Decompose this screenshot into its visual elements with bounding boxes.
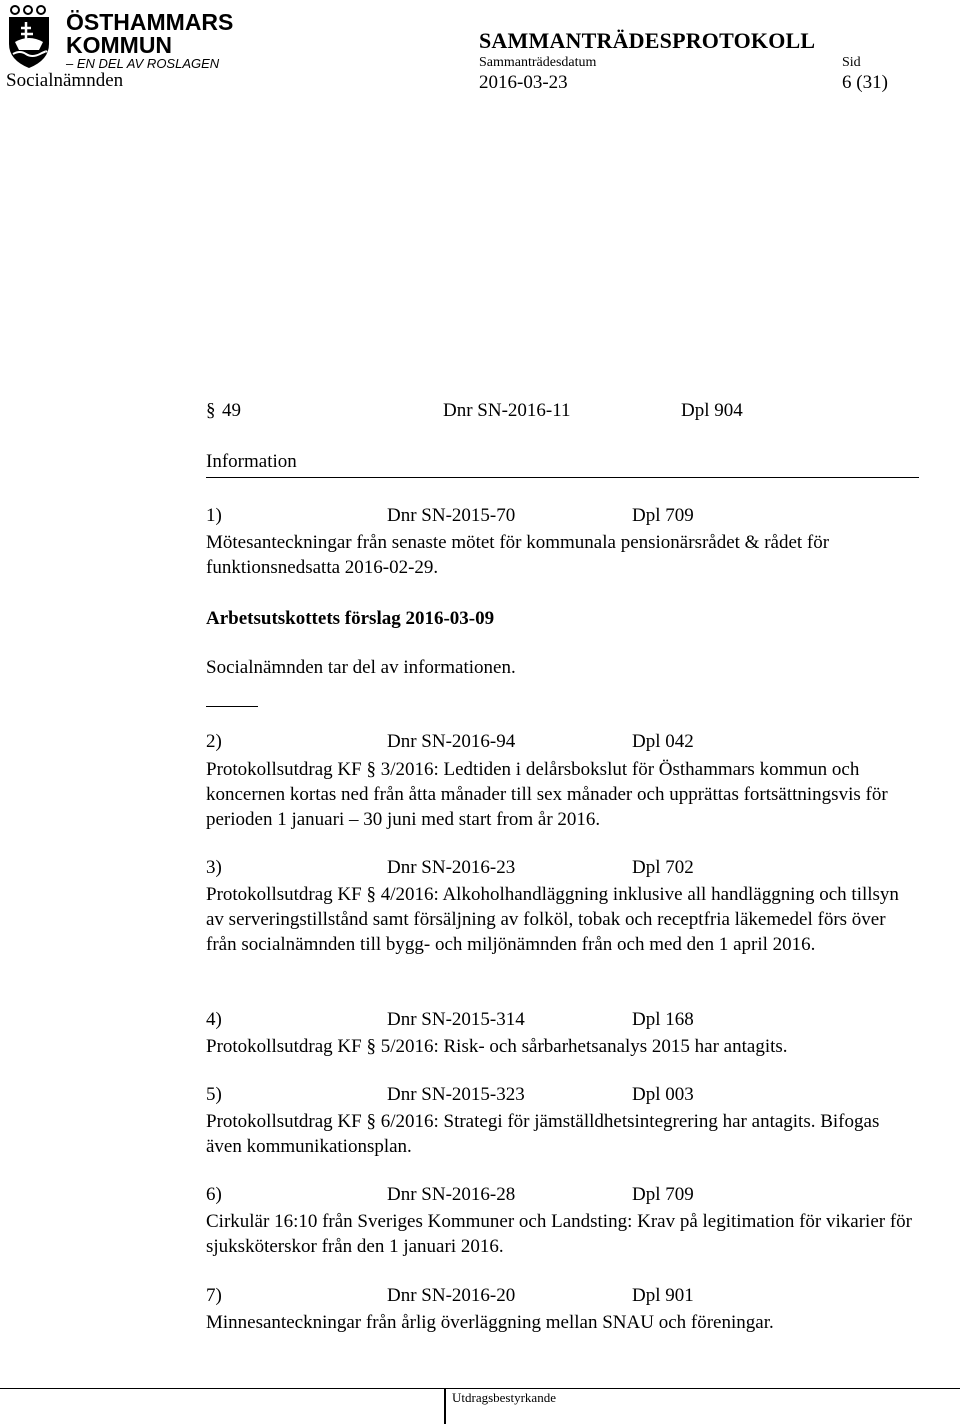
section-dpl: Dpl 904: [681, 400, 743, 421]
item-dnr: Dnr SN-2015-314: [387, 1009, 525, 1030]
footer-divider: [0, 1388, 960, 1389]
crown-icon: [11, 6, 45, 14]
item-number: 1): [206, 505, 222, 526]
item-dnr: Dnr SN-2016-28: [387, 1184, 516, 1205]
item-text: Protokollsutdrag KF § 6/2016: Strategi för jämställdhetsintegrering har antagits. Bifogas även kommunikationsplan.: [206, 1111, 880, 1157]
page-number: 6 (31): [842, 72, 888, 93]
svg-text:ÖSTHAMMARS: ÖSTHAMMARS: [66, 9, 234, 35]
item-number: 5): [206, 1084, 222, 1105]
certification-label: Utdragsbestyrkande: [452, 1390, 556, 1405]
item-text: Protokollsutdrag KF § 5/2016: Risk- och sårbarhetsanalys 2015 har antagits.: [206, 1036, 788, 1057]
item-dpl: Dpl 709: [632, 1184, 694, 1205]
item-number: 7): [206, 1285, 222, 1306]
item-text: Protokollsutdrag KF § 3/2016: Ledtiden i delårsbokslut för Östhammars kommun och koncernen kortas ned från åtta månader till sex månader och upprättas fortsättningsvis för perioden 1 januari – 30 juni med start from år 2016.: [206, 759, 888, 830]
svg-text:– EN DEL AV ROSLAGEN: – EN DEL AV ROSLAGEN: [66, 56, 220, 71]
item-text: Cirkulär 16:10 från Sveriges Kommuner och Landsting: Krav på legitimation för vikarier för sjuksköterskor från den 1 januari 2016.: [206, 1211, 912, 1257]
department-name: Socialnämnden: [6, 70, 124, 91]
paragraph-mark: §: [206, 400, 216, 421]
item-text: Minnesanteckningar från årlig överläggning mellan SNAU och föreningar.: [206, 1312, 774, 1333]
footer-separator: [444, 1388, 446, 1424]
item-dnr: Dnr SN-2016-23: [387, 857, 516, 878]
svg-text:KOMMUN: KOMMUN: [66, 32, 173, 58]
item-dpl: Dpl 709: [632, 505, 694, 526]
item-text: Mötesanteckningar från senaste mötet för kommunala pensionärsrådet & rådet för funktionsnedsatta 2016-02-29.: [206, 532, 830, 578]
item-number: 4): [206, 1009, 222, 1030]
meeting-date: 2016-03-23: [479, 72, 568, 93]
item-dnr: Dnr SN-2016-20: [387, 1285, 516, 1306]
item-dnr: Dnr SN-2016-94: [387, 731, 516, 752]
section-number: 49: [222, 400, 241, 421]
document-title: SAMMANTRÄDESPROTOKOLL: [479, 28, 816, 53]
meeting-date-label: Sammanträdesdatum: [479, 55, 597, 70]
item-dnr: Dnr SN-2015-70: [387, 505, 516, 526]
item-dnr: Dnr SN-2015-323: [387, 1084, 525, 1105]
section-title: Information: [206, 451, 297, 472]
section-divider: [206, 477, 919, 478]
municipality-logo: [6, 4, 234, 71]
item-number: 3): [206, 857, 222, 878]
proposal-heading: Arbetsutskottets förslag 2016-03-09: [206, 608, 495, 629]
item-dpl: Dpl 901: [632, 1285, 694, 1306]
proposal-text: Socialnämnden tar del av informationen.: [206, 657, 516, 678]
short-divider: [206, 706, 258, 707]
item-dpl: Dpl 168: [632, 1009, 694, 1030]
item-number: 2): [206, 731, 222, 752]
item-dpl: Dpl 042: [632, 731, 694, 752]
section-dnr: Dnr SN-2016-11: [443, 400, 571, 421]
item-dpl: Dpl 702: [632, 857, 694, 878]
page-label: Sid: [842, 55, 861, 70]
item-text: Protokollsutdrag KF § 4/2016: Alkoholhandläggning inklusive all handläggning och tillsyn av serveringstillstånd samt försäljning av folköl, tobak och receptfria läkemedel förs över från socialnämnden till bygg- och miljönämnden från och med den 1 april 2016.: [206, 884, 899, 955]
item-dpl: Dpl 003: [632, 1084, 694, 1105]
item-number: 6): [206, 1184, 222, 1205]
